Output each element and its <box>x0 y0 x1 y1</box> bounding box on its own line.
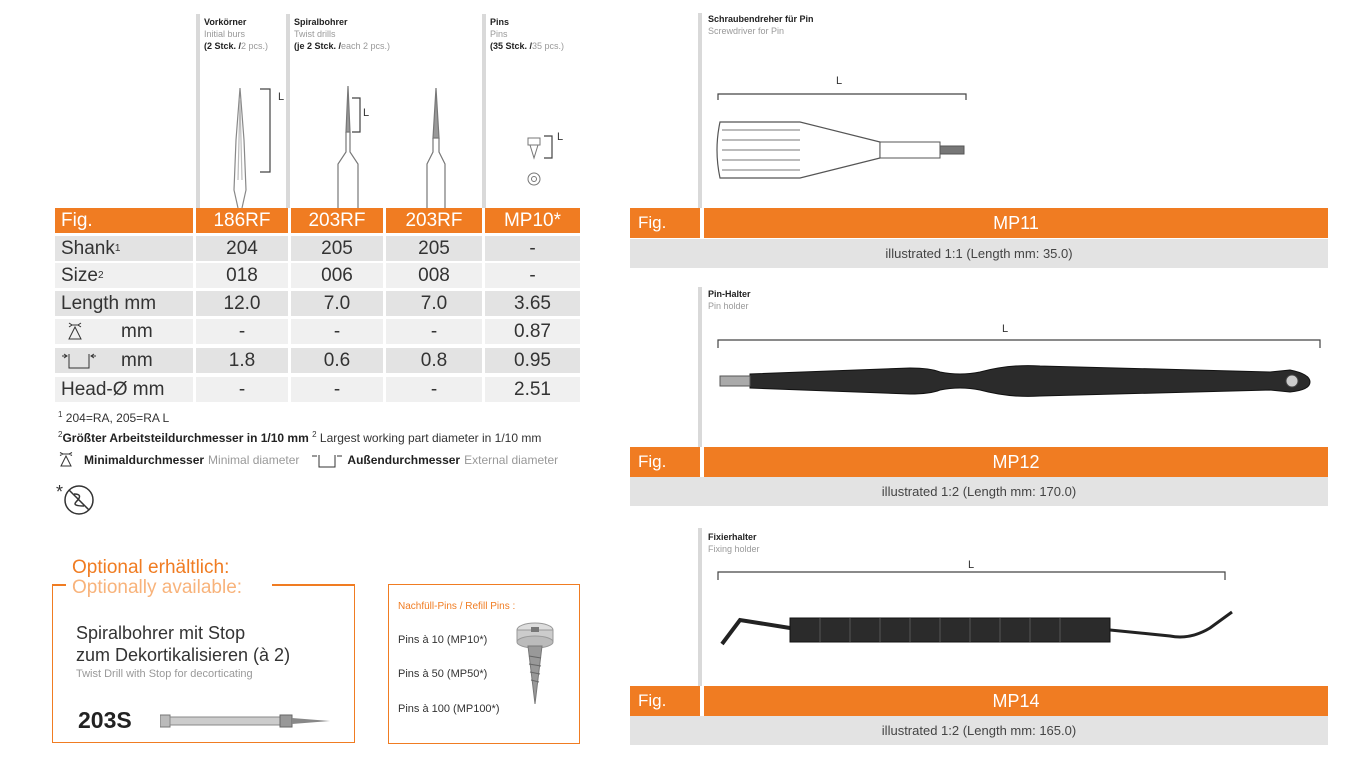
table-cell: 0.6 <box>323 349 351 371</box>
optional-desc-line: zum Dekortikalisieren (à 2) <box>76 645 291 665</box>
qty-en: 2 pcs.) <box>241 41 269 51</box>
optional-desc-en: Twist Drill with Stop for decorticating <box>76 668 253 680</box>
row-label: Length mm <box>61 292 157 314</box>
table-cell: - <box>529 264 536 286</box>
length-marker: L <box>363 107 370 119</box>
footnote-2: $^2$Größter Arbeitsteildurchmesser in 1/10 mm $^2$ Largest working part diameter in 1/10 mm <box>58 430 542 445</box>
product-subtitle: Pin holder <box>708 301 749 311</box>
product-subtitle: Screwdriver for Pin <box>708 26 785 36</box>
refill-item: Pins à 10 (MP10*) <box>398 634 488 646</box>
product-header-mp14 <box>708 531 760 555</box>
column-subtitle: Pins <box>490 29 508 39</box>
column-header-initial-burs <box>204 16 268 52</box>
row-label: Head-Ø mm <box>61 378 165 400</box>
table-cell: 018 <box>226 264 258 286</box>
column-title: Spiralbohrer <box>294 17 348 27</box>
minimal-diameter-icon <box>58 452 78 468</box>
footnote-1: $^1$ 204=RA, 205=RA L <box>58 410 170 425</box>
table-header-cell: 186RF <box>213 209 271 231</box>
table-cell: - <box>238 378 246 400</box>
section-divider <box>698 528 702 686</box>
fig-label: Fig. <box>638 213 667 232</box>
fig-label: Fig. <box>638 691 667 710</box>
table-row <box>55 319 580 344</box>
table-cell: 204 <box>226 237 258 259</box>
table-header-cell: 203RF <box>405 209 463 231</box>
optional-title <box>72 558 242 598</box>
table-row <box>55 348 580 373</box>
qty-de: (35 Stck. / <box>490 41 533 51</box>
table-cell: - <box>238 320 246 342</box>
optional-product-code: 203S <box>78 707 132 733</box>
section-divider <box>698 13 702 208</box>
row-label: mm <box>61 348 153 373</box>
length-marker: L <box>836 75 843 87</box>
column-title: Vorkörner <box>204 17 247 27</box>
row-label: mm <box>61 319 153 344</box>
table-cell: 205 <box>418 237 450 259</box>
table-row <box>55 263 580 288</box>
fig-label: Fig. <box>638 452 667 471</box>
length-bracket <box>544 136 552 158</box>
table-cell: 1.8 <box>228 349 256 371</box>
section-divider <box>698 287 702 447</box>
table-header-row <box>55 208 580 233</box>
length-marker: L <box>557 131 564 143</box>
table-row <box>55 236 580 261</box>
product-subtitle: Fixing holder <box>708 544 760 554</box>
table-cell: 12.0 <box>223 292 261 314</box>
symbol-legend: Minimaldurchmesser Minimal diameter Außendurchmesser External diameter <box>58 452 558 468</box>
table-row <box>55 377 580 402</box>
qty-en: 35 pcs.) <box>532 41 565 51</box>
pin-illustration <box>528 138 540 185</box>
length-marker: L <box>278 91 285 103</box>
refill-item: Pins à 50 (MP50*) <box>398 668 488 680</box>
pin-holder-illustration <box>710 318 1330 418</box>
screwdriver-illustration <box>710 70 980 202</box>
table-cell: 205 <box>321 237 353 259</box>
length-bracket <box>352 98 360 132</box>
optional-title-de: Optional erhältlich: <box>72 557 230 578</box>
external-diameter-icon <box>311 452 343 468</box>
qty-de: (je 2 Stck. / <box>294 41 342 51</box>
table-cell: 7.0 <box>420 292 448 314</box>
drill-with-stop-illustration <box>160 708 340 734</box>
table-cell: - <box>430 378 438 400</box>
product-title: Schraubendreher für Pin <box>708 14 814 24</box>
table-cell: 0.87 <box>514 320 551 342</box>
table-cell: - <box>333 320 341 342</box>
table-cell: - <box>333 378 341 400</box>
refill-title: Nachfüll-Pins / Refill Pins : <box>398 601 516 612</box>
table-cell: - <box>529 237 536 259</box>
qty-en: each 2 pcs.) <box>341 41 391 51</box>
fixing-holder-illustration <box>710 556 1250 681</box>
product-header-mp12 <box>708 288 751 312</box>
fig-bar-mp12 <box>630 447 1328 477</box>
table-cell: 006 <box>321 264 353 286</box>
fig-code: MP11 <box>993 213 1039 233</box>
length-marker: L <box>1002 323 1009 335</box>
table-header-cell: MP10* <box>503 209 562 231</box>
illustration-note: illustrated 1:1 (Length mm: 35.0) <box>630 239 1328 268</box>
illustration-note: illustrated 1:2 (Length mm: 165.0) <box>630 716 1328 745</box>
column-subtitle: Twist drills <box>294 29 336 39</box>
optional-title-en: Optionally available: <box>72 577 243 598</box>
product-title: Fixierhalter <box>708 532 757 542</box>
length-marker: L <box>968 559 975 571</box>
product-header-mp11 <box>708 13 814 37</box>
table-cell: 7.0 <box>323 292 351 314</box>
table-header-cell: 203RF <box>308 209 366 231</box>
fig-code: MP12 <box>992 452 1040 472</box>
qty-de: (2 Stck. / <box>204 41 242 51</box>
row-label: Size 2 <box>61 264 104 286</box>
table-cell: 3.65 <box>514 292 551 314</box>
twist-drill-illustration <box>338 86 358 208</box>
external-diameter-icon <box>61 350 121 372</box>
fig-code: MP14 <box>992 691 1040 711</box>
column-title: Pins <box>490 17 510 27</box>
product-title: Pin-Halter <box>708 289 751 299</box>
row-label: Shank 1 <box>61 237 121 259</box>
minimal-diameter-icon <box>61 321 121 343</box>
column-header-pins <box>490 16 564 52</box>
table-row <box>55 291 580 316</box>
fig-bar-mp11 <box>630 208 1328 238</box>
twist-drill-illustration <box>427 88 445 208</box>
pin-photo-illustration <box>510 620 560 710</box>
fig-bar-mp14 <box>630 686 1328 716</box>
table-header-label: Fig. <box>61 209 93 231</box>
instrument-drawings <box>200 80 580 208</box>
column-subtitle: Initial burs <box>204 29 246 39</box>
illustration-note: illustrated 1:2 (Length mm: 170.0) <box>630 477 1328 506</box>
length-bracket <box>260 89 270 172</box>
table-cell: 2.51 <box>514 378 551 400</box>
initial-bur-illustration <box>234 88 246 208</box>
optional-description <box>76 622 290 682</box>
table-cell: 0.95 <box>514 349 551 371</box>
do-not-reuse-icon <box>62 484 102 518</box>
table-cell: - <box>430 320 438 342</box>
refill-item: Pins à 100 (MP100*) <box>398 703 500 715</box>
optional-desc-line: Spiralbohrer mit Stop <box>76 623 246 643</box>
table-cell: 008 <box>418 264 450 286</box>
table-cell: 0.8 <box>420 349 448 371</box>
column-header-twist-drills <box>294 16 390 52</box>
